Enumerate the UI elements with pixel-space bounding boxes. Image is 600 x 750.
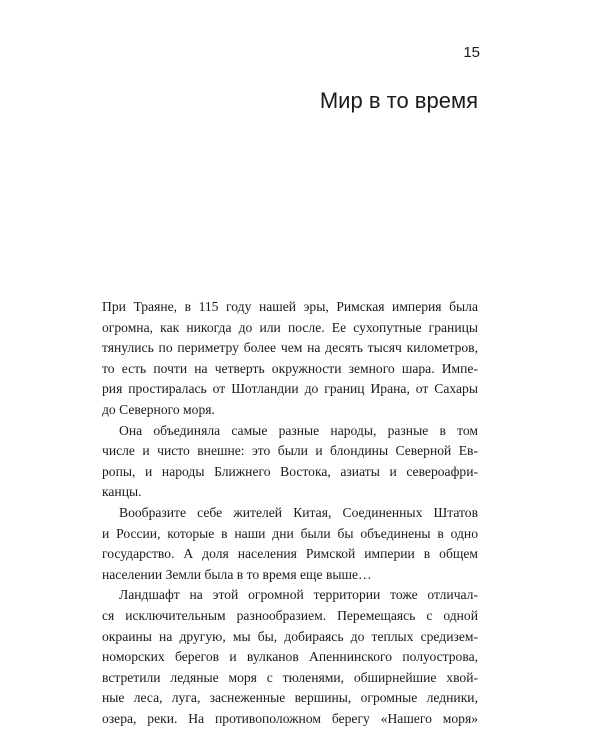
text-line: озера, реки. На противоположном берегу «Нашего моря» (102, 710, 478, 726)
text-line: встретили ледяные моря с тюленями, обширнейшие хвой- (102, 669, 478, 685)
text-line: государство. А доля населения Римской империи в общем (102, 546, 478, 562)
text-line: населении Земли была в то время еще выше… (102, 566, 372, 582)
text-line: Вообразите себе жителей Китая, Соединенных Штатов (119, 504, 478, 520)
text-line: При Траяне, в 115 году нашей эры, Римская империя была (102, 299, 478, 314)
text-line: номорских берегов и вулканов Апеннинского полуострова, (102, 649, 478, 665)
text-line: Ландшафт на этой огромной территории тоже отличал- (119, 587, 478, 603)
text-line: рия простиралась от Шотландии до границ Ирана, от Сахары (102, 381, 478, 397)
text-line: канцы. (102, 484, 142, 500)
chapter-title: Мир в то время (319, 88, 478, 113)
paragraph (102, 297, 478, 421)
paragraph (102, 585, 478, 729)
text-line: огромна, как никогда до или после. Ее сухопутные границы (102, 319, 478, 335)
text-line: числе и чисто внешне: это были и блондины Северной Ев- (102, 443, 478, 459)
text-line: ные леса, луга, заснеженные вершины, огромные ледники, (102, 690, 478, 706)
text-line: до Северного моря. (102, 401, 215, 417)
text-line: ропы, и народы Ближнего Востока, азиаты и североафри- (102, 463, 478, 479)
text-line: Она объединяла самые разные народы, разные в том (119, 422, 478, 438)
text-line: окраины на другую, мы бы, добираясь до теплых средизем- (102, 628, 478, 644)
paragraph (102, 503, 478, 585)
text-line: и России, которые в наши дни были бы объединены в одно (102, 525, 478, 541)
text-line: ся исключительным разнообразием. Перемещаясь с одной (102, 607, 478, 623)
page-number: 15 (463, 44, 480, 61)
body-text (102, 297, 478, 729)
text-line: тянулись по периметру более чем на десять тысяч километров, (102, 340, 478, 356)
paragraph (102, 421, 478, 503)
text-line: то есть почти на четверть окружности земного шара. Импе- (102, 360, 478, 376)
